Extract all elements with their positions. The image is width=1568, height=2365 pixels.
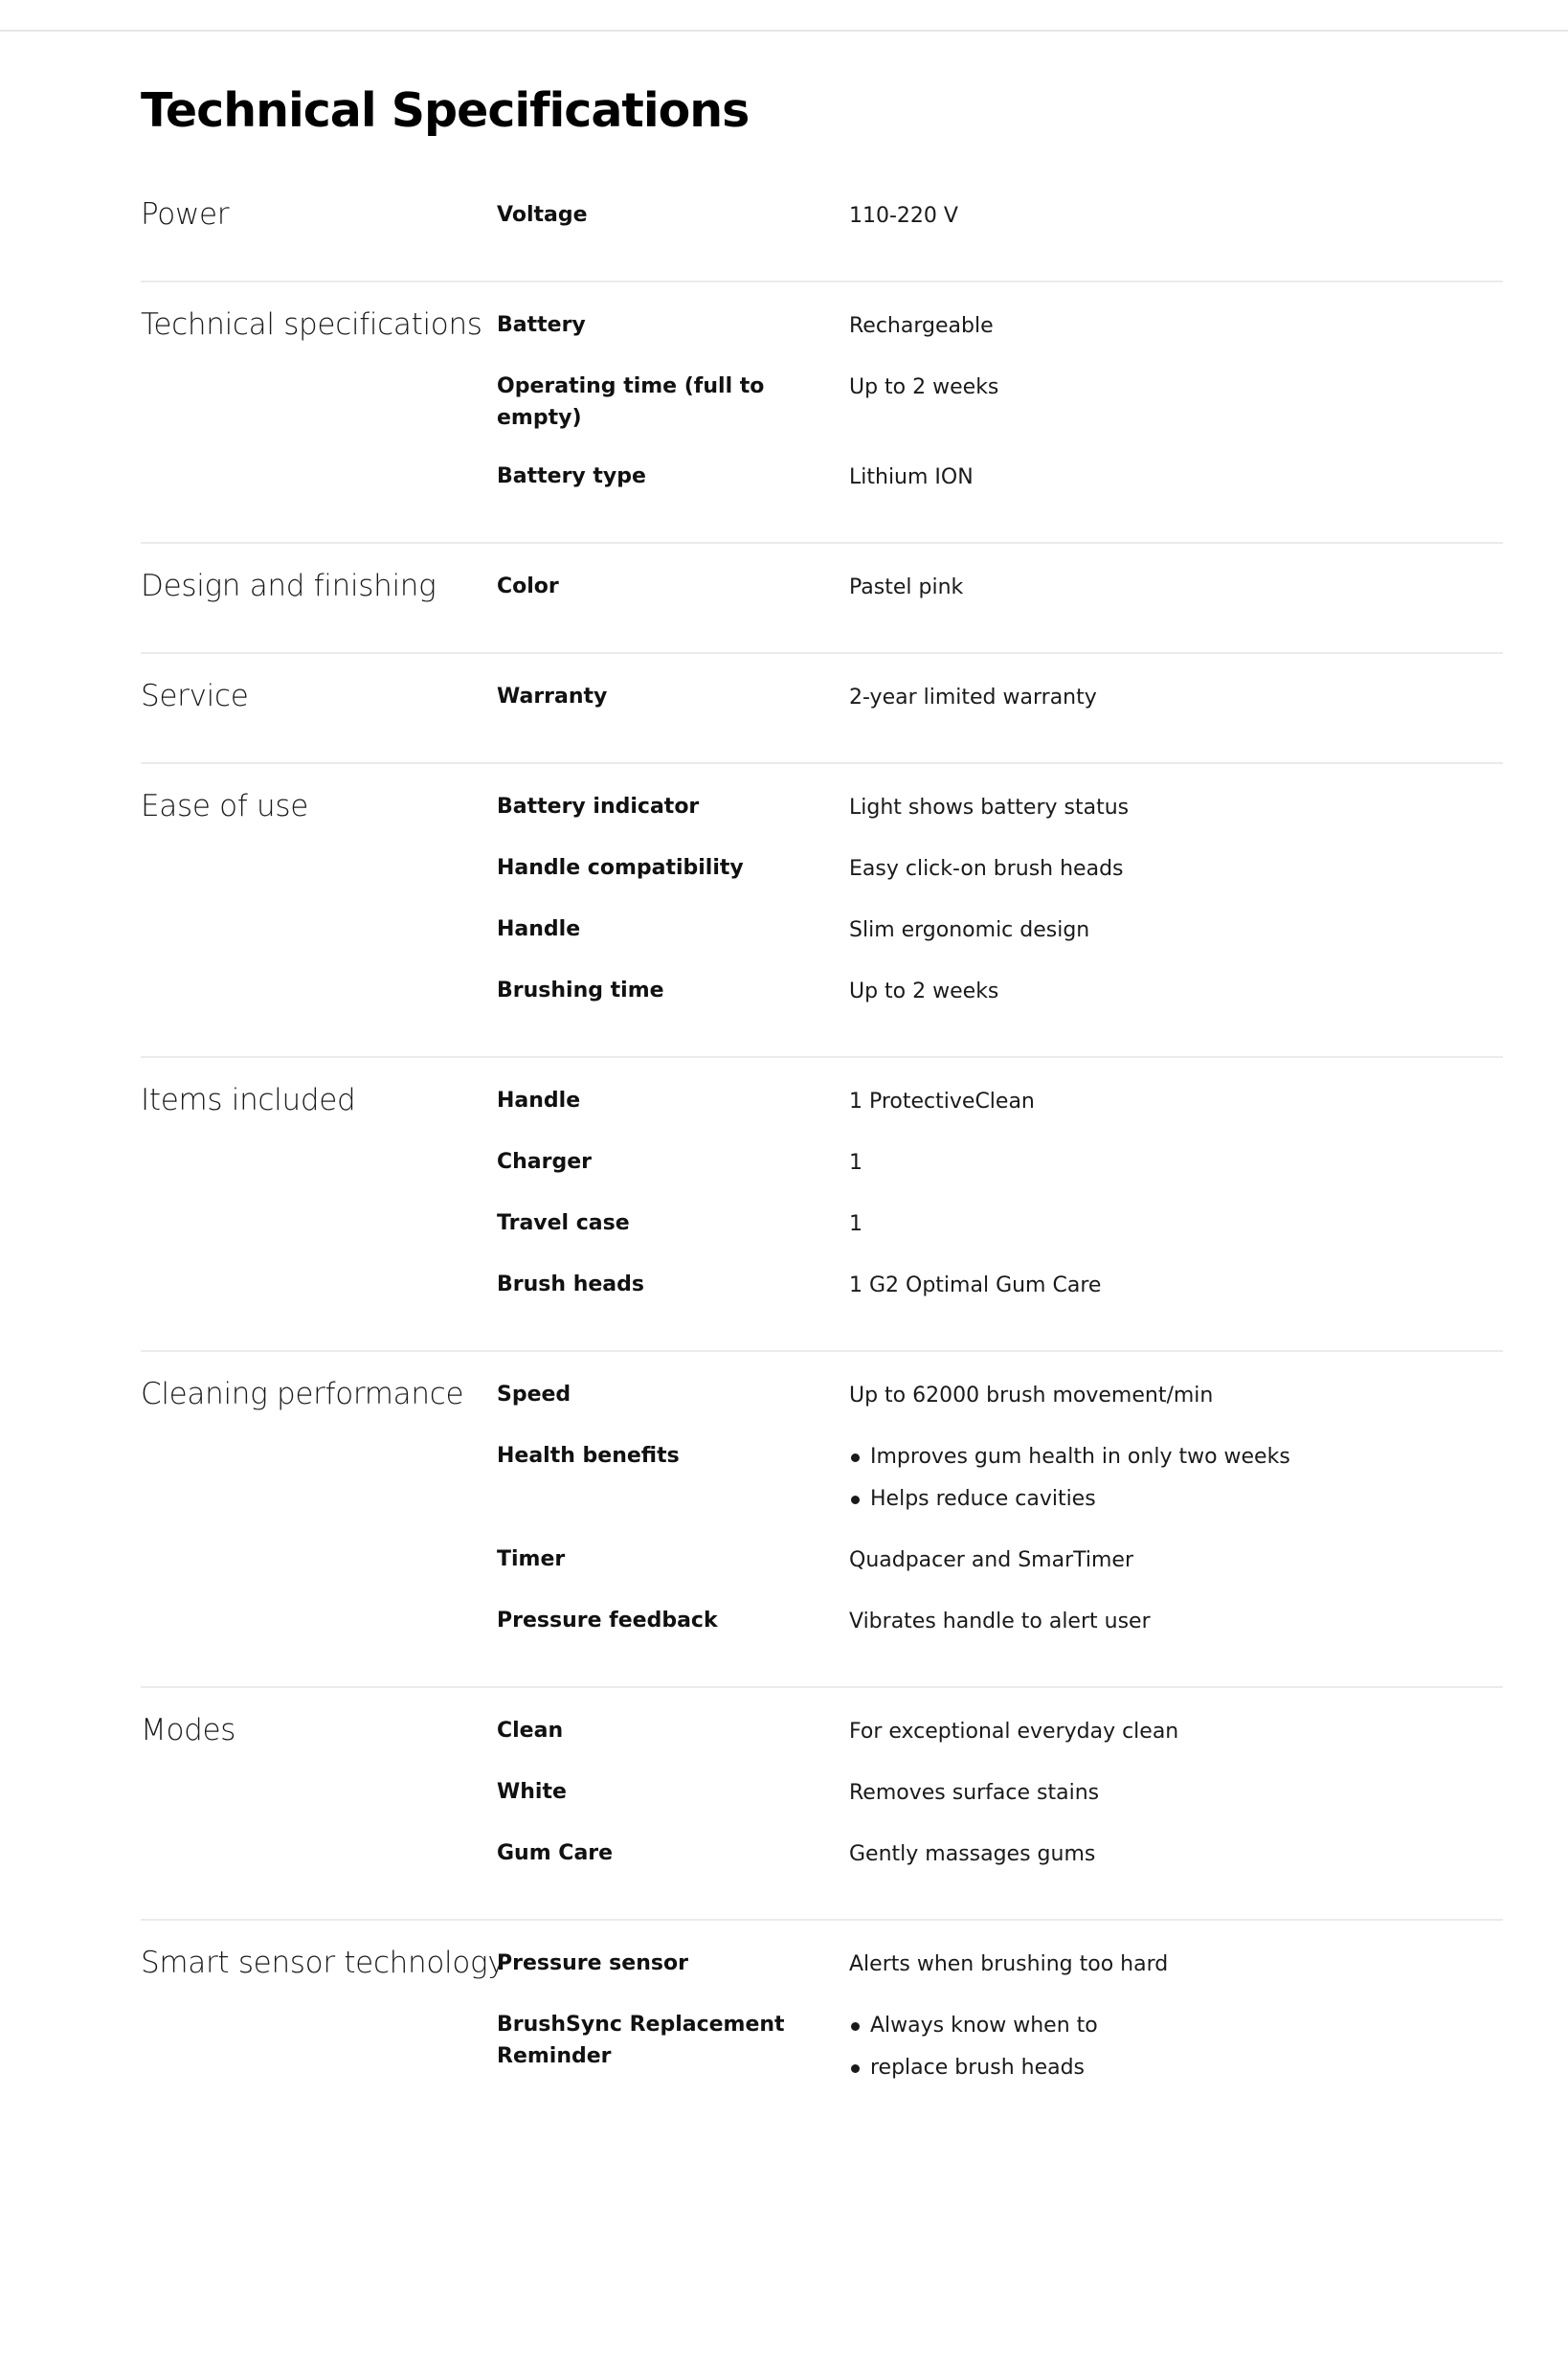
bullet-item: [849, 1440, 1503, 1475]
spec-rows: [497, 783, 1503, 1056]
spec-row: [497, 1207, 1503, 1242]
spec-label: Handle compatibility: [497, 856, 744, 880]
spec-label: Health benefits: [497, 1444, 680, 1468]
section-title: Technical specifications: [141, 307, 482, 342]
spec-section: [141, 1352, 1503, 1688]
spec-value: For exceptional everyday clean: [849, 1720, 1179, 1744]
spec-row: [497, 1948, 1503, 1982]
spec-value: Lithium ION: [849, 465, 974, 489]
spec-value: Gently massages gums: [849, 1842, 1096, 1866]
spec-label: Charger: [497, 1150, 593, 1174]
spec-rows: [497, 1707, 1503, 1919]
spec-row: [497, 1837, 1503, 1872]
section-title: Ease of use: [141, 789, 308, 823]
spec-value: 1 G2 Optimal Gum Care: [849, 1273, 1102, 1297]
spec-label: Color: [497, 574, 559, 598]
spec-rows: [497, 302, 1503, 542]
spec-label: Clean: [497, 1719, 564, 1743]
bullet-text: Helps reduce cavities: [870, 1487, 1096, 1511]
spec-label: Travel case: [497, 1211, 630, 1235]
page-title: Technical Specifications: [141, 83, 750, 138]
spec-row: [497, 1379, 1503, 1413]
spec-value: Up to 2 weeks: [849, 375, 999, 399]
spec-rows: [497, 673, 1503, 762]
spec-label: Handle: [497, 917, 581, 941]
spec-value: [849, 2009, 1503, 2085]
bullet-text: replace brush heads: [870, 2056, 1086, 2080]
spec-label: Speed: [497, 1383, 571, 1407]
spec-row: [497, 913, 1503, 948]
bullet-list: [849, 2009, 1503, 2085]
spec-value: 1: [849, 1212, 862, 1236]
spec-section: [141, 654, 1503, 764]
bullet-dot-icon: [851, 2064, 860, 2073]
section-title: Cleaning performance: [141, 1377, 464, 1411]
spec-label: Timer: [497, 1547, 566, 1571]
spec-section: [141, 1058, 1503, 1352]
spec-label: Gum Care: [497, 1841, 614, 1865]
spec-row: [497, 1146, 1503, 1181]
spec-row: [497, 2009, 1503, 2085]
spec-row: [497, 975, 1503, 1009]
section-title: Modes: [141, 1713, 236, 1747]
spec-row: [497, 791, 1503, 825]
spec-row: [497, 1715, 1503, 1749]
spec-label: Pressure sensor: [497, 1951, 688, 1975]
bullet-text: Improves gum health in only two weeks: [870, 1445, 1290, 1469]
spec-rows: [497, 1077, 1503, 1350]
spec-value: 1: [849, 1151, 862, 1175]
spec-label: Battery: [497, 313, 586, 337]
spec-sections: [141, 172, 1503, 2112]
spec-label: Pressure feedback: [497, 1609, 718, 1633]
spec-value: Quadpacer and SmarTimer: [849, 1548, 1134, 1572]
spec-section: [141, 1921, 1503, 2112]
bullet-list: [849, 1440, 1503, 1517]
bullet-dot-icon: [851, 1496, 860, 1504]
spec-value: Light shows battery status: [849, 796, 1130, 820]
spec-value: 110-220 V: [849, 204, 958, 228]
spec-row: [497, 461, 1503, 495]
spec-value: Removes surface stains: [849, 1781, 1100, 1805]
section-title: Power: [141, 197, 230, 232]
bullet-item: [849, 2009, 1503, 2043]
spec-value: [849, 1440, 1503, 1517]
spec-label: BrushSync Replacement Reminder: [497, 2013, 785, 2068]
spec-value: Slim ergonomic design: [849, 918, 1090, 942]
spec-value: Easy click-on brush heads: [849, 857, 1124, 881]
spec-section: [141, 1688, 1503, 1921]
spec-label: Voltage: [497, 203, 588, 227]
spec-label: Warranty: [497, 685, 608, 709]
spec-label: Battery indicator: [497, 795, 700, 819]
spec-value: Up to 2 weeks: [849, 980, 999, 1003]
spec-label: White: [497, 1780, 567, 1804]
spec-value: Pastel pink: [849, 575, 964, 599]
spec-row: [497, 1776, 1503, 1811]
spec-row: [497, 571, 1503, 605]
section-title: Smart sensor technology: [141, 1946, 505, 1980]
spec-section: [141, 544, 1503, 654]
spec-row: [497, 1269, 1503, 1303]
spec-row: [497, 1605, 1503, 1639]
section-title: Items included: [141, 1083, 356, 1117]
spec-label: Handle: [497, 1089, 581, 1113]
spec-value: Up to 62000 brush movement/min: [849, 1384, 1214, 1408]
bullet-dot-icon: [851, 2022, 860, 2031]
bullet-item: [849, 2051, 1503, 2085]
spec-label: Battery type: [497, 464, 646, 488]
spec-rows: [497, 563, 1503, 652]
spec-section: [141, 282, 1503, 544]
spec-row: [497, 199, 1503, 234]
spec-rows: [497, 1371, 1503, 1686]
spec-label: Brushing time: [497, 979, 664, 1002]
spec-label: Brush heads: [497, 1273, 644, 1296]
spec-row: [497, 1543, 1503, 1578]
spec-rows: [497, 191, 1503, 281]
bullet-item: [849, 1482, 1503, 1517]
bullet-dot-icon: [851, 1453, 860, 1462]
spec-row: [497, 681, 1503, 715]
spec-row: [497, 1440, 1503, 1517]
spec-value: Rechargeable: [849, 314, 994, 338]
spec-value: Vibrates handle to alert user: [849, 1610, 1151, 1633]
spec-rows: [497, 1940, 1503, 2112]
section-title: Service: [141, 679, 249, 713]
spec-value: 2-year limited warranty: [849, 686, 1097, 710]
spec-row: [497, 1085, 1503, 1119]
spec-section: [141, 764, 1503, 1058]
spec-section: [141, 172, 1503, 282]
spec-value: Alerts when brushing too hard: [849, 1952, 1169, 1976]
spec-row: [497, 309, 1503, 344]
spec-value: 1 ProtectiveClean: [849, 1090, 1035, 1114]
spec-container: [141, 32, 1503, 2112]
bullet-text: Always know when to: [870, 2014, 1098, 2038]
spec-row: [497, 371, 1503, 434]
spec-row: [497, 852, 1503, 887]
section-title: Design and finishing: [141, 569, 437, 603]
spec-label: Operating time (full to empty): [497, 374, 765, 430]
